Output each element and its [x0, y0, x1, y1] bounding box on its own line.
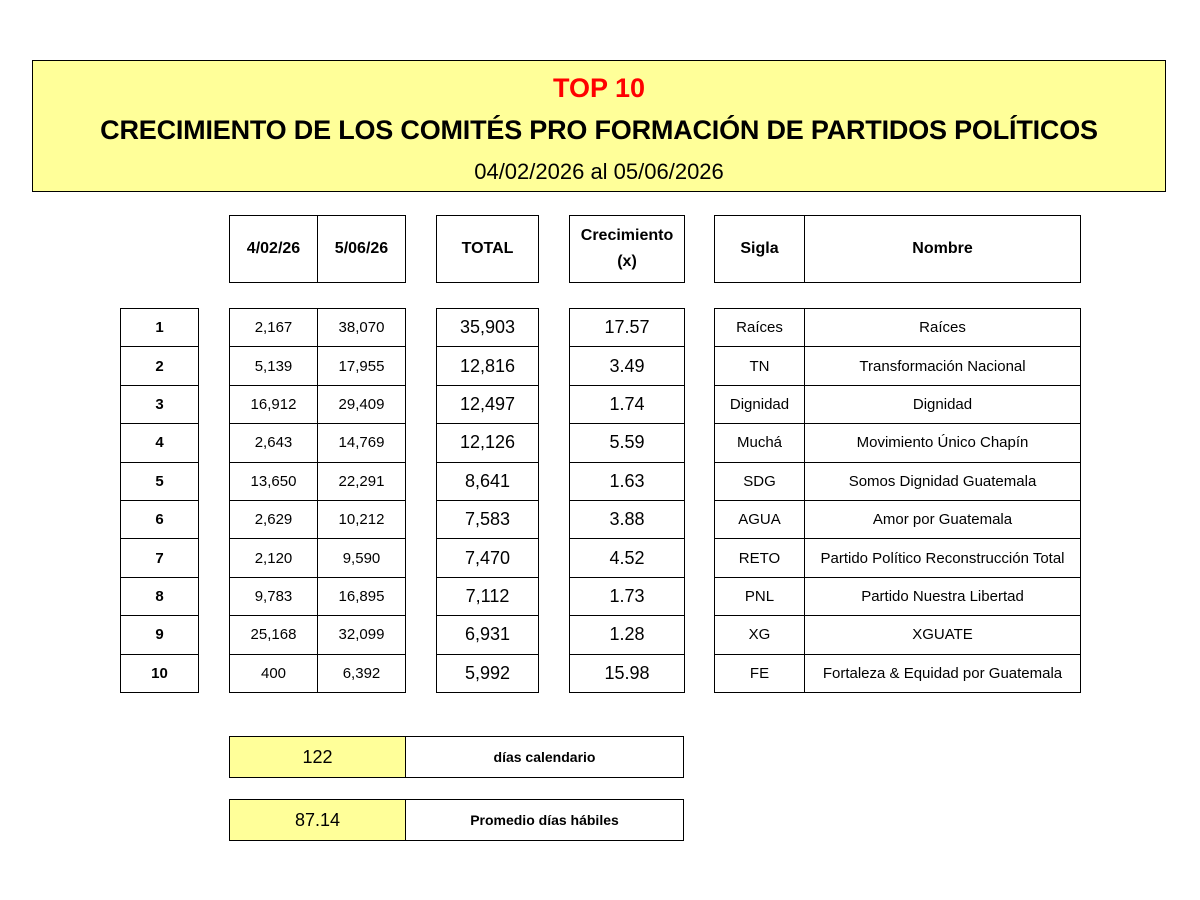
rank-cell: 3	[121, 385, 199, 423]
table-row	[437, 577, 539, 615]
nombre-cell: Raíces	[805, 309, 1081, 347]
header-growth-line1: Crecimiento	[580, 227, 674, 244]
table-row	[230, 500, 406, 538]
header-date1: 4/02/26	[230, 216, 318, 283]
nombre-cell: Partido Nuestra Libertad	[805, 577, 1081, 615]
growth-cell: 3.49	[570, 347, 685, 385]
sigla-cell: RETO	[715, 539, 805, 577]
table-row	[230, 539, 406, 577]
sigla-cell: PNL	[715, 577, 805, 615]
date2-cell: 9,590	[318, 539, 406, 577]
table-row	[121, 500, 199, 538]
top10-label: TOP 10	[552, 73, 646, 103]
dates-table	[229, 308, 406, 693]
growth-cell: 15.98	[570, 654, 685, 692]
table-row	[715, 616, 1081, 654]
table-row	[715, 654, 1081, 692]
date2-cell: 16,895	[318, 577, 406, 615]
total-cell: 6,931	[437, 616, 539, 654]
sigla-cell: TN	[715, 347, 805, 385]
table-row	[121, 347, 199, 385]
date1-cell: 5,139	[230, 347, 318, 385]
table-row	[437, 462, 539, 500]
table-row	[121, 424, 199, 462]
rank-cell: 8	[121, 577, 199, 615]
report-title: CRECIMIENTO DE LOS COMITÉS PRO FORMACIÓN DE PARTIDOS POLÍTICOS	[100, 115, 1098, 145]
table-row	[570, 654, 685, 692]
date2-cell: 17,955	[318, 347, 406, 385]
table-row	[715, 309, 1081, 347]
total-cell: 5,992	[437, 654, 539, 692]
total-cell: 12,816	[437, 347, 539, 385]
header-sigla: Sigla	[715, 216, 805, 283]
dates-header	[229, 215, 406, 283]
table-row	[437, 385, 539, 423]
date1-cell: 2,167	[230, 309, 318, 347]
rank-cell: 6	[121, 500, 199, 538]
table-row	[121, 309, 199, 347]
table-row	[230, 347, 406, 385]
table-row	[570, 500, 685, 538]
date2-cell: 10,212	[318, 500, 406, 538]
table-row	[437, 424, 539, 462]
table-row	[570, 309, 685, 347]
total-cell: 7,112	[437, 577, 539, 615]
rank-cell: 5	[121, 462, 199, 500]
total-header	[436, 215, 539, 283]
date2-cell: 22,291	[318, 462, 406, 500]
growth-cell: 1.74	[570, 385, 685, 423]
growth-cell: 3.88	[570, 500, 685, 538]
sigla-cell: AGUA	[715, 500, 805, 538]
table-row	[715, 424, 1081, 462]
rank-cell: 1	[121, 309, 199, 347]
table-row	[230, 424, 406, 462]
date1-cell: 13,650	[230, 462, 318, 500]
table-row	[570, 347, 685, 385]
header-growth-line2: (x)	[617, 253, 637, 270]
table-row	[121, 577, 199, 615]
header-growth	[570, 216, 685, 283]
nombre-cell: Amor por Guatemala	[805, 500, 1081, 538]
sigla-cell: Dignidad	[715, 385, 805, 423]
nombre-cell: Movimiento Único Chapín	[805, 424, 1081, 462]
total-cell: 12,126	[437, 424, 539, 462]
table-row	[570, 616, 685, 654]
table-row	[437, 654, 539, 692]
calendar-days-label: días calendario	[406, 737, 684, 778]
party-header	[714, 215, 1081, 283]
total-cell: 35,903	[437, 309, 539, 347]
table-row	[121, 539, 199, 577]
total-cell: 7,470	[437, 539, 539, 577]
table-row	[230, 385, 406, 423]
table-row	[715, 577, 1081, 615]
date2-cell: 14,769	[318, 424, 406, 462]
growth-cell: 4.52	[570, 539, 685, 577]
nombre-cell: Dignidad	[805, 385, 1081, 423]
date-range: 04/02/2026 al 05/06/2026	[474, 159, 724, 184]
nombre-cell: Partido Político Reconstrucción Total	[805, 539, 1081, 577]
date2-cell: 6,392	[318, 654, 406, 692]
date1-cell: 25,168	[230, 616, 318, 654]
table-row	[437, 347, 539, 385]
table-row	[230, 654, 406, 692]
table-row	[437, 539, 539, 577]
table-row	[230, 309, 406, 347]
table-row	[121, 385, 199, 423]
rank-cell: 9	[121, 616, 199, 654]
rank-cell: 2	[121, 347, 199, 385]
growth-cell: 1.73	[570, 577, 685, 615]
table-row	[715, 462, 1081, 500]
table-row	[715, 347, 1081, 385]
calendar-days-value: 122	[230, 737, 406, 778]
sigla-cell: Muchá	[715, 424, 805, 462]
date1-cell: 9,783	[230, 577, 318, 615]
table-row	[230, 577, 406, 615]
nombre-cell: Somos Dignidad Guatemala	[805, 462, 1081, 500]
date1-cell: 2,643	[230, 424, 318, 462]
growth-header	[569, 215, 685, 283]
avg-workdays-value: 87.14	[230, 800, 406, 841]
table-row	[570, 539, 685, 577]
table-row	[121, 616, 199, 654]
total-table	[436, 308, 539, 693]
growth-cell: 1.28	[570, 616, 685, 654]
date1-cell: 400	[230, 654, 318, 692]
sigla-cell: XG	[715, 616, 805, 654]
avg-workdays-box	[229, 799, 684, 841]
rank-table	[120, 308, 199, 693]
nombre-cell: Fortaleza & Equidad por Guatemala	[805, 654, 1081, 692]
date1-cell: 2,629	[230, 500, 318, 538]
header-total: TOTAL	[437, 216, 539, 283]
header-date2: 5/06/26	[318, 216, 406, 283]
table-row	[121, 654, 199, 692]
growth-cell: 1.63	[570, 462, 685, 500]
growth-table	[569, 308, 685, 693]
nombre-cell: Transformación Nacional	[805, 347, 1081, 385]
total-cell: 8,641	[437, 462, 539, 500]
table-row	[715, 385, 1081, 423]
table-row	[570, 385, 685, 423]
table-row	[715, 539, 1081, 577]
total-cell: 7,583	[437, 500, 539, 538]
sigla-cell: SDG	[715, 462, 805, 500]
sigla-cell: FE	[715, 654, 805, 692]
sigla-cell: Raíces	[715, 309, 805, 347]
table-row	[121, 462, 199, 500]
table-row	[570, 577, 685, 615]
party-table	[714, 308, 1081, 693]
avg-workdays-label: Promedio días hábiles	[406, 800, 684, 841]
table-row	[715, 500, 1081, 538]
date1-cell: 16,912	[230, 385, 318, 423]
table-row	[230, 462, 406, 500]
growth-cell: 5.59	[570, 424, 685, 462]
date2-cell: 38,070	[318, 309, 406, 347]
report-header	[32, 60, 1166, 192]
total-cell: 12,497	[437, 385, 539, 423]
rank-cell: 4	[121, 424, 199, 462]
table-row	[437, 309, 539, 347]
rank-cell: 10	[121, 654, 199, 692]
date1-cell: 2,120	[230, 539, 318, 577]
table-row	[230, 616, 406, 654]
table-row	[570, 424, 685, 462]
rank-cell: 7	[121, 539, 199, 577]
table-row	[437, 616, 539, 654]
header-nombre: Nombre	[805, 216, 1081, 283]
nombre-cell: XGUATE	[805, 616, 1081, 654]
growth-cell: 17.57	[570, 309, 685, 347]
date2-cell: 32,099	[318, 616, 406, 654]
table-row	[437, 500, 539, 538]
calendar-days-box	[229, 736, 684, 778]
table-row	[570, 462, 685, 500]
date2-cell: 29,409	[318, 385, 406, 423]
